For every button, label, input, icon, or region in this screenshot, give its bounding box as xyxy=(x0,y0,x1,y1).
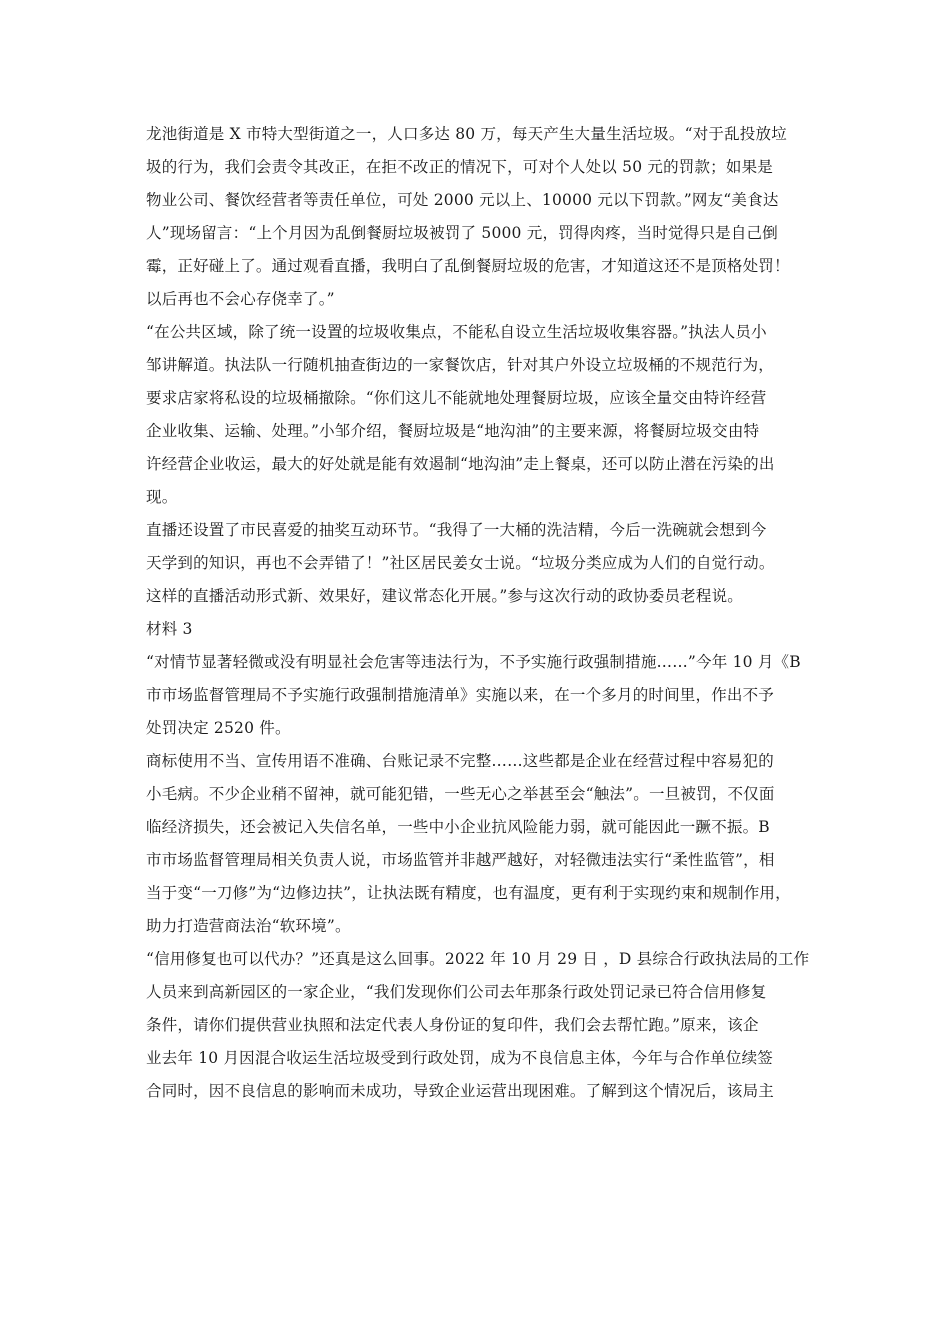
text-line: 条件，请你们提供营业执照和法定代表人身份证的复印件，我们会去帮忙跑。”原来，该企 xyxy=(146,1016,759,1034)
text-line: “信用修复也可以代办？”还真是这么回事。2022 年 10 月 29 日 ，D 县综合行政执法局的工作 xyxy=(146,950,810,968)
text-line: 这样的直播活动形式新、效果好，建议常态化开展。”参与这次行动的政协委员老程说。 xyxy=(146,587,743,605)
section-heading: 材料 3 xyxy=(146,620,193,638)
text-line: 人”现场留言：“上个月因为乱倒餐厨垃圾被罚了 5000 元，罚得肉疼，当时觉得只是自己倒 xyxy=(146,224,778,242)
text-line: 要求店家将私设的垃圾桶撤除。“你们这儿不能就地处理餐厨垃圾，应该全量交由特许经营 xyxy=(146,389,767,407)
text-line: 处罚决定 2520 件。 xyxy=(146,719,291,737)
text-line: 商标使用不当、宣传用语不准确、台账记录不完整……这些都是企业在经营过程中容易犯的 xyxy=(146,752,775,770)
text-line: “对情节显著轻微或没有明显社会危害等违法行为，不予实施行政强制措施……”今年 10 月《B xyxy=(146,653,801,671)
text-line: 邹讲解道。执法队一行随机抽查街边的一家餐饮店，针对其户外设立垃圾桶的不规范行为， xyxy=(146,356,775,374)
text-line: 助力打造营商法治“软环境”。 xyxy=(146,917,351,935)
text-line: 龙池街道是 X 市特大型街道之一，人口多达 80 万，每天产生大量生活垃圾。“对于乱投放垃 xyxy=(146,125,787,143)
text-line: 现。 xyxy=(146,488,178,506)
text-line: 临经济损失，还会被记入失信名单，一些中小企业抗风险能力弱，就可能因此一蹶不振。B xyxy=(146,818,770,836)
text-line: 圾的行为，我们会责令其改正，在拒不改正的情况下，可对个人处以 50 元的罚款；如果是 xyxy=(146,158,773,176)
text-line: 合同时，因不良信息的影响而未成功，导致企业运营出现困难。了解到这个情况后，该局主 xyxy=(146,1082,775,1100)
text-line: 许经营企业收运，最大的好处就是能有效遏制“地沟油”走上餐桌，还可以防止潜在污染的出 xyxy=(146,455,775,473)
text-line: 以后再也不会心存侥幸了。” xyxy=(146,290,335,308)
text-line: 霉，正好碰上了。通过观看直播，我明白了乱倒餐厨垃圾的危害，才知道这还不是顶格处罚！ xyxy=(146,257,790,275)
text-line: 小毛病。不少企业稍不留神，就可能犯错，一些无心之举甚至会“触法”。一旦被罚，不仅面 xyxy=(146,785,775,803)
text-line: 市市场监督管理局相关负责人说，市场监管并非越严越好，对轻微违法实行“柔性监管”，相 xyxy=(146,851,775,869)
text-line: 直播还设置了市民喜爱的抽奖互动环节。“我得了一大桶的洗洁精，今后一洗碗就会想到今 xyxy=(146,521,767,539)
text-line: “在公共区域，除了统一设置的垃圾收集点，不能私自设立生活垃圾收集容器。”执法人员小 xyxy=(146,323,767,341)
text-line: 天学到的知识，再也不会弄错了！”社区居民姜女士说。“垃圾分类应成为人们的自觉行动。 xyxy=(146,554,775,572)
text-line: 物业公司、餐饮经营者等责任单位，可处 2000 元以上、10000 元以下罚款。”网友“美食达 xyxy=(146,191,779,209)
text-line: 企业收集、运输、处理。”小邹介绍，餐厨垃圾是“地沟油”的主要来源，将餐厨垃圾交由特 xyxy=(146,422,760,440)
text-line: 当于变“一刀修”为“边修边扶”，让执法既有精度，也有温度，更有利于实现约束和规制作用， xyxy=(146,884,791,902)
text-line: 人员来到高新园区的一家企业，“我们发现你们公司去年那条行政处罚记录已符合信用修复 xyxy=(146,983,767,1001)
text-line: 市市场监督管理局不予实施行政强制措施清单》实施以来，在一个多月的时间里，作出不予 xyxy=(146,686,775,704)
text-line: 业去年 10 月因混合收运生活垃圾受到行政处罚，成为不良信息主体，今年与合作单位续签 xyxy=(146,1049,773,1067)
